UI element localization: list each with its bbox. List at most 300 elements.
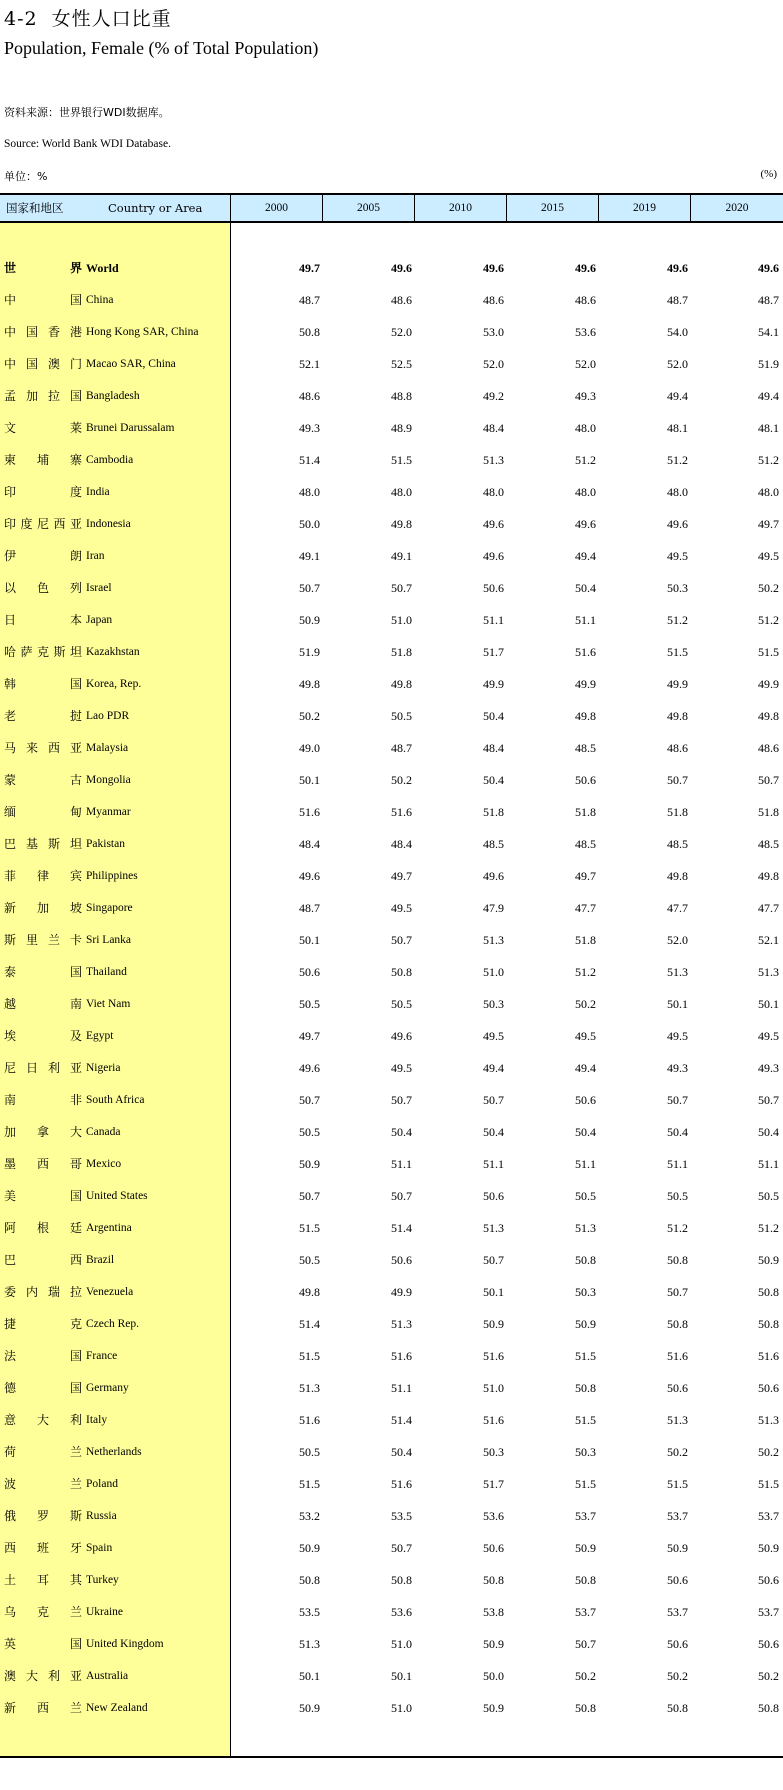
value-cell: 50.8 [667,1317,688,1331]
country-name-cn: 荷兰 [4,1445,82,1459]
table-row [0,668,783,700]
value-cell: 51.5 [391,453,412,467]
table-row [0,1276,783,1308]
value-cell: 50.5 [667,1189,688,1203]
country-name-en: Bangladesh [86,390,140,402]
value-cell: 50.7 [667,773,688,787]
value-cell: 51.5 [575,1349,596,1363]
country-name-en: Malaysia [86,742,129,754]
value-cell: 49.6 [483,549,504,563]
country-name-en: Ukraine [86,1606,124,1618]
table-row [0,796,783,828]
value-cell: 50.8 [483,1573,504,1587]
value-cell: 50.3 [575,1445,596,1459]
country-name-en: Hong Kong SAR, China [86,326,199,338]
country-name-en: Viet Nam [86,998,131,1010]
country-name-en: Poland [86,1478,118,1490]
value-cell: 49.5 [667,1029,688,1043]
value-cell: 48.0 [758,485,779,499]
country-name-cn: 英国 [4,1637,82,1651]
country-name-en: Czech Rep. [86,1318,140,1330]
value-cell: 51.0 [391,1637,412,1651]
value-cell: 50.2 [575,1669,596,1683]
country-name-en: Iran [86,550,105,562]
value-cell: 48.7 [299,901,320,915]
value-cell: 50.5 [391,997,412,1011]
value-cell: 50.1 [299,1669,320,1683]
country-name-en: Turkey [86,1574,119,1586]
header-year: 2000 [230,195,322,221]
value-cell: 52.5 [391,357,412,371]
value-cell: 49.8 [575,709,596,723]
value-cell: 51.3 [758,965,779,979]
value-cell: 50.5 [758,1189,779,1203]
header-year: 2020 [690,195,783,221]
value-cell: 50.0 [299,517,320,531]
value-cell: 51.6 [575,645,596,659]
value-cell: 50.6 [391,1253,412,1267]
table-row [0,956,783,988]
value-cell: 50.4 [483,709,504,723]
table-row [0,924,783,956]
value-cell: 48.8 [391,389,412,403]
value-cell: 50.6 [758,1381,779,1395]
value-cell: 49.9 [575,677,596,691]
value-cell: 50.7 [483,1253,504,1267]
header-year: 2005 [322,195,414,221]
value-cell: 48.5 [575,741,596,755]
value-cell: 50.8 [391,965,412,979]
country-name-en: Argentina [86,1222,132,1234]
country-name-cn: 澳大利亚 [4,1669,82,1683]
value-cell: 51.2 [758,1221,779,1235]
page-title-english: Population, Female (% of Total Population) [4,38,319,58]
country-name-en: Netherlands [86,1446,142,1458]
value-cell: 49.8 [299,677,320,691]
value-cell: 51.6 [391,1477,412,1491]
country-name-en: South Africa [86,1094,145,1106]
value-cell: 50.4 [667,1125,688,1139]
country-name-cn: 缅甸 [4,805,82,819]
country-name-cn: 美国 [4,1189,82,1203]
value-cell: 49.6 [391,261,412,275]
value-cell: 48.1 [667,421,688,435]
value-cell: 50.7 [391,1541,412,1555]
value-cell: 50.7 [299,1189,320,1203]
value-cell: 49.5 [667,549,688,563]
value-cell: 48.7 [758,293,779,307]
value-cell: 50.7 [299,1093,320,1107]
value-cell: 47.7 [575,901,596,915]
value-cell: 51.2 [575,453,596,467]
value-cell: 50.6 [575,1093,596,1107]
value-cell: 49.5 [758,549,779,563]
value-cell: 53.7 [575,1605,596,1619]
country-name-cn: 中国 [4,293,82,307]
country-name-en: Mongolia [86,774,131,786]
value-cell: 49.6 [758,261,779,275]
value-cell: 50.2 [758,581,779,595]
value-cell: 48.0 [667,485,688,499]
country-name-cn: 阿根廷 [4,1221,82,1235]
country-name-en: Japan [86,614,113,626]
country-name-en: Spain [86,1542,113,1554]
country-name-en: United Kingdom [86,1638,164,1650]
value-cell: 51.5 [299,1349,320,1363]
table-row [0,284,783,316]
country-name-en: China [86,294,114,306]
value-cell: 49.6 [575,261,596,275]
value-cell: 47.7 [758,901,779,915]
header-year: 2010 [414,195,506,221]
value-cell: 50.9 [667,1541,688,1555]
value-cell: 51.3 [299,1381,320,1395]
table-row [0,1084,783,1116]
country-name-en: United States [86,1190,148,1202]
country-name-cn: 土耳其 [4,1573,82,1587]
value-cell: 50.1 [758,997,779,1011]
table-row [0,700,783,732]
page-title-chinese [4,4,172,31]
table-row [0,380,783,412]
table-row [0,1564,783,1596]
country-name-en: France [86,1350,118,1362]
value-cell: 48.0 [575,485,596,499]
country-name-en: Venezuela [86,1286,134,1298]
table-row [0,1532,783,1564]
value-cell: 48.7 [391,741,412,755]
unit-label: 单位：% [4,170,48,183]
value-cell: 50.7 [758,773,779,787]
value-cell: 50.8 [575,1701,596,1715]
value-cell: 51.8 [391,645,412,659]
value-cell: 50.7 [391,1093,412,1107]
value-cell: 51.8 [575,805,596,819]
country-name-cn: 马来西亚 [4,741,82,755]
value-cell: 48.6 [758,741,779,755]
country-name-en: Philippines [86,870,138,882]
value-cell: 48.7 [667,293,688,307]
value-cell: 50.5 [299,1125,320,1139]
value-cell: 50.3 [483,997,504,1011]
value-cell: 51.1 [667,1157,688,1171]
value-cell: 50.2 [758,1445,779,1459]
value-cell: 49.5 [575,1029,596,1043]
value-cell: 52.0 [667,357,688,371]
value-cell: 51.5 [575,1413,596,1427]
value-cell: 50.7 [667,1093,688,1107]
table-row [0,1372,783,1404]
value-cell: 49.7 [758,517,779,531]
value-cell: 50.7 [483,1093,504,1107]
value-cell: 49.6 [299,869,320,883]
value-cell: 49.7 [391,869,412,883]
table-number: 4-2 [4,8,38,30]
value-cell: 50.8 [758,1285,779,1299]
table-row [0,572,783,604]
country-name-en: Myanmar [86,806,131,818]
table-row [0,540,783,572]
value-cell: 50.9 [575,1541,596,1555]
table-row [0,828,783,860]
country-name-cn: 以色列 [4,581,82,595]
value-cell: 51.3 [575,1221,596,1235]
table-row [0,988,783,1020]
value-cell: 53.0 [483,325,504,339]
value-cell: 51.7 [483,645,504,659]
value-cell: 49.2 [483,389,504,403]
country-name-cn: 西班牙 [4,1541,82,1555]
country-name-cn: 埃及 [4,1029,82,1043]
table-row [0,1404,783,1436]
value-cell: 48.5 [575,837,596,851]
value-cell: 49.6 [483,869,504,883]
value-cell: 50.2 [391,773,412,787]
value-cell: 48.6 [299,389,320,403]
value-cell: 51.3 [391,1317,412,1331]
value-cell: 51.4 [299,453,320,467]
value-cell: 49.3 [575,389,596,403]
value-cell: 47.9 [483,901,504,915]
value-cell: 50.6 [483,1189,504,1203]
value-cell: 51.6 [299,1413,320,1427]
value-cell: 51.1 [391,1381,412,1395]
value-cell: 51.1 [483,1157,504,1171]
country-name-en: Macao SAR, China [86,358,176,370]
title-chinese-text: 女性人口比重 [51,8,172,30]
value-cell: 49.6 [667,517,688,531]
value-cell: 50.8 [758,1317,779,1331]
value-cell: 54.0 [667,325,688,339]
value-cell: 51.8 [575,933,596,947]
value-cell: 51.3 [483,1221,504,1235]
value-cell: 50.8 [575,1381,596,1395]
country-name-en: Kazakhstan [86,646,140,658]
table-row [0,1180,783,1212]
header-country-en: Country or Area [108,201,203,215]
value-cell: 51.9 [758,357,779,371]
country-name-cn: 尼日利亚 [4,1061,82,1075]
value-cell: 48.6 [667,741,688,755]
country-name-cn: 日本 [4,613,82,627]
country-name-cn: 越南 [4,997,82,1011]
value-cell: 51.2 [667,453,688,467]
value-cell: 50.6 [758,1637,779,1651]
country-name-en: Italy [86,1414,108,1426]
value-cell: 50.6 [575,773,596,787]
value-cell: 48.0 [575,421,596,435]
value-cell: 51.6 [483,1349,504,1363]
value-cell: 51.1 [483,613,504,627]
value-cell: 51.7 [483,1477,504,1491]
value-cell: 50.8 [575,1253,596,1267]
country-name-en: Brazil [86,1254,115,1266]
value-cell: 49.4 [575,1061,596,1075]
value-cell: 49.6 [299,1061,320,1075]
value-cell: 51.5 [299,1477,320,1491]
value-cell: 50.4 [575,581,596,595]
value-cell: 53.5 [391,1509,412,1523]
value-cell: 50.4 [758,1125,779,1139]
value-cell: 50.2 [758,1669,779,1683]
table-row [0,476,783,508]
value-cell: 49.5 [391,1061,412,1075]
value-cell: 51.2 [667,613,688,627]
value-cell: 50.2 [667,1669,688,1683]
value-cell: 51.3 [483,453,504,467]
value-cell: 50.1 [483,1285,504,1299]
value-cell: 49.6 [483,261,504,275]
country-name-en: Russia [86,1510,117,1522]
value-cell: 51.6 [483,1413,504,1427]
value-cell: 53.7 [758,1509,779,1523]
value-cell: 51.1 [575,613,596,627]
table-bottom-rule [0,1756,783,1758]
value-cell: 49.5 [758,1029,779,1043]
country-name-cn: 中国澳门 [4,357,82,371]
value-cell: 51.8 [758,805,779,819]
country-name-cn: 墨西哥 [4,1157,82,1171]
table-row [0,892,783,924]
value-cell: 53.6 [483,1509,504,1523]
value-cell: 48.0 [299,485,320,499]
value-cell: 50.4 [575,1125,596,1139]
table-row [0,1116,783,1148]
value-cell: 53.7 [667,1605,688,1619]
value-cell: 50.6 [667,1637,688,1651]
value-cell: 51.4 [391,1221,412,1235]
value-cell: 50.5 [299,997,320,1011]
table-row [0,860,783,892]
value-cell: 50.4 [483,1125,504,1139]
unit-symbol: (%) [760,168,777,180]
value-cell: 51.3 [667,1413,688,1427]
country-name-cn: 印度 [4,485,82,499]
value-cell: 50.5 [299,1445,320,1459]
country-name-en: Sri Lanka [86,934,132,946]
value-cell: 51.1 [391,1157,412,1171]
value-cell: 53.6 [575,325,596,339]
table-row [0,1052,783,1084]
source-note-english: Source: World Bank WDI Database. [4,138,171,150]
value-cell: 48.9 [391,421,412,435]
value-cell: 50.9 [575,1317,596,1331]
value-cell: 53.7 [575,1509,596,1523]
value-cell: 50.9 [299,613,320,627]
country-name-cn: 委内瑞拉 [4,1285,82,1299]
value-cell: 53.6 [391,1605,412,1619]
country-name-cn: 俄罗斯 [4,1509,82,1523]
value-cell: 50.7 [575,1637,596,1651]
value-cell: 50.9 [483,1701,504,1715]
value-cell: 49.8 [758,869,779,883]
value-cell: 47.7 [667,901,688,915]
value-cell: 48.6 [483,293,504,307]
value-cell: 50.8 [667,1701,688,1715]
value-cell: 50.1 [299,933,320,947]
value-cell: 50.5 [299,1253,320,1267]
value-cell: 48.4 [299,837,320,851]
value-cell: 48.6 [391,293,412,307]
value-cell: 54.1 [758,325,779,339]
country-name-cn: 加拿大 [4,1125,82,1139]
value-cell: 51.5 [299,1221,320,1235]
country-name-cn: 波兰 [4,1477,82,1491]
value-cell: 50.6 [483,581,504,595]
value-cell: 49.3 [299,421,320,435]
value-cell: 50.8 [575,1573,596,1587]
value-cell: 51.0 [483,1381,504,1395]
value-cell: 49.7 [299,261,320,275]
value-cell: 49.9 [391,1285,412,1299]
value-cell: 48.4 [483,421,504,435]
country-name-cn: 老挝 [4,709,82,723]
country-name-cn: 意大利 [4,1413,82,1427]
value-cell: 51.0 [391,1701,412,1715]
country-name-cn: 斯里兰卡 [4,933,82,947]
value-cell: 49.4 [483,1061,504,1075]
value-cell: 49.8 [758,709,779,723]
value-cell: 50.2 [575,997,596,1011]
country-name-en: Korea, Rep. [86,678,142,690]
value-cell: 50.1 [299,773,320,787]
country-name-cn: 德国 [4,1381,82,1395]
value-cell: 51.6 [758,1349,779,1363]
value-cell: 50.9 [758,1541,779,1555]
table-row [0,444,783,476]
value-cell: 50.0 [483,1669,504,1683]
value-cell: 51.5 [758,1477,779,1491]
value-cell: 50.8 [299,325,320,339]
value-cell: 51.3 [667,965,688,979]
value-cell: 50.6 [483,1541,504,1555]
country-name-cn: 孟加拉国 [4,389,82,403]
value-cell: 49.3 [758,1061,779,1075]
value-cell: 48.1 [758,421,779,435]
table-row [0,1212,783,1244]
value-cell: 49.4 [758,389,779,403]
table-row [0,1308,783,1340]
table-row [0,316,783,348]
value-cell: 50.4 [483,773,504,787]
value-cell: 49.9 [483,677,504,691]
value-cell: 49.6 [667,261,688,275]
value-cell: 50.1 [667,997,688,1011]
country-name-cn: 巴基斯坦 [4,837,82,851]
value-cell: 50.5 [391,709,412,723]
table-row [0,348,783,380]
value-cell: 50.3 [667,581,688,595]
value-cell: 50.9 [299,1157,320,1171]
value-cell: 51.2 [758,613,779,627]
value-cell: 48.6 [575,293,596,307]
header-year: 2015 [506,195,598,221]
table-row [0,1468,783,1500]
value-cell: 49.8 [299,1285,320,1299]
country-name-cn: 南非 [4,1093,82,1107]
table-row [0,764,783,796]
value-cell: 49.6 [391,1029,412,1043]
value-cell: 48.5 [758,837,779,851]
value-cell: 50.8 [299,1573,320,1587]
country-name-en: Cambodia [86,454,134,466]
value-cell: 51.5 [667,1477,688,1491]
country-name-cn: 巴西 [4,1253,82,1267]
value-cell: 49.4 [667,389,688,403]
value-cell: 50.2 [299,709,320,723]
table-body [0,252,783,1724]
value-cell: 50.7 [299,581,320,595]
